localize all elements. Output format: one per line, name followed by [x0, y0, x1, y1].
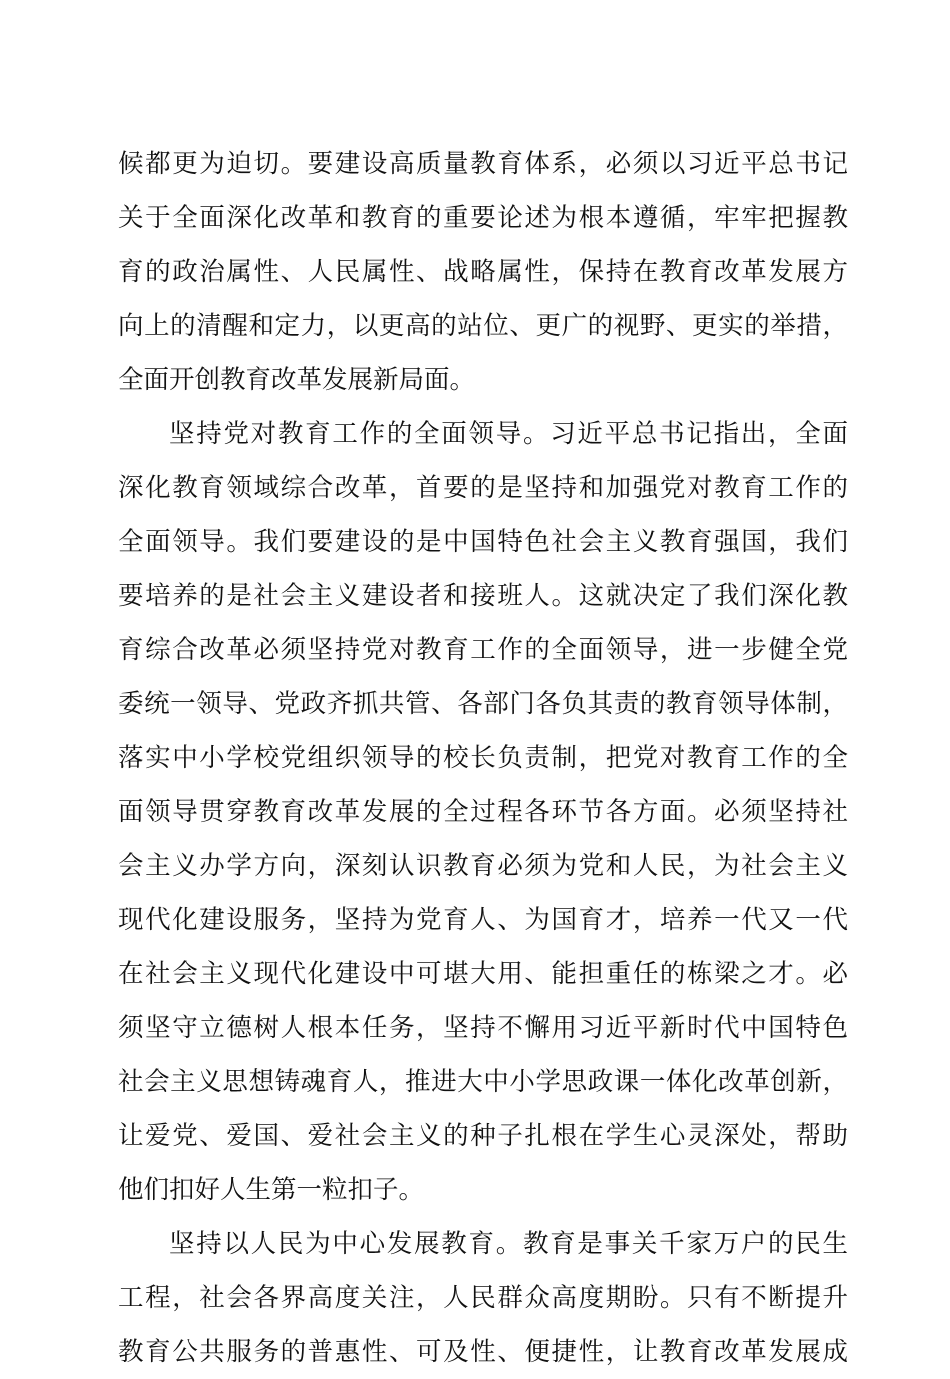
text-line: 社会主义思想铸魂育人，推进大中小学思政课一体化改革创新，	[118, 1067, 848, 1097]
text-line: 委统一领导、党政齐抓共管、各部门各负其责的教育领导体制，	[118, 689, 848, 719]
text-line: 教育公共服务的普惠性、可及性、便捷性，让教育改革发展成	[118, 1337, 848, 1367]
text-line: 要培养的是社会主义建设者和接班人。这就决定了我们深化教	[118, 581, 848, 611]
text-line: 全面领导。我们要建设的是中国特色社会主义教育强国，我们	[118, 527, 848, 557]
text-line: 深化教育领域综合改革，首要的是坚持和加强党对教育工作的	[118, 473, 848, 503]
text-line: 育综合改革必须坚持党对教育工作的全面领导，进一步健全党	[118, 635, 848, 665]
paragraph-start-line: 坚持党对教育工作的全面领导。习近平总书记指出，全面	[169, 419, 848, 449]
text-line: 全面开创教育改革发展新局面。	[118, 365, 476, 395]
text-line: 工程，社会各界高度关注，人民群众高度期盼。只有不断提升	[118, 1283, 848, 1313]
text-line: 在社会主义现代化建设中可堪大用、能担重任的栋梁之才。必	[118, 959, 848, 989]
text-line: 让爱党、爱国、爱社会主义的种子扎根在学生心灵深处，帮助	[118, 1121, 848, 1151]
text-line: 候都更为迫切。要建设高质量教育体系，必须以习近平总书记	[118, 149, 848, 179]
text-line: 现代化建设服务，坚持为党育人、为国育才，培养一代又一代	[118, 905, 848, 935]
text-line: 面领导贯穿教育改革发展的全过程各环节各方面。必须坚持社	[118, 797, 848, 827]
text-line: 落实中小学校党组织领导的校长负责制，把党对教育工作的全	[118, 743, 848, 773]
text-line: 他们扣好人生第一粒扣子。	[118, 1175, 425, 1205]
text-line: 育的政治属性、人民属性、战略属性，保持在教育改革发展方	[118, 257, 848, 287]
body-text	[118, 137, 848, 1379]
text-line: 向上的清醒和定力，以更高的站位、更广的视野、更实的举措，	[118, 311, 848, 341]
text-line: 须坚守立德树人根本任务，坚持不懈用习近平新时代中国特色	[118, 1013, 848, 1043]
text-line: 关于全面深化改革和教育的重要论述为根本遵循，牢牢把握教	[118, 203, 848, 233]
text-line: 会主义办学方向，深刻认识教育必须为党和人民，为社会主义	[118, 851, 848, 881]
paragraph-start-line: 坚持以人民为中心发展教育。教育是事关千家万户的民生	[169, 1229, 848, 1259]
